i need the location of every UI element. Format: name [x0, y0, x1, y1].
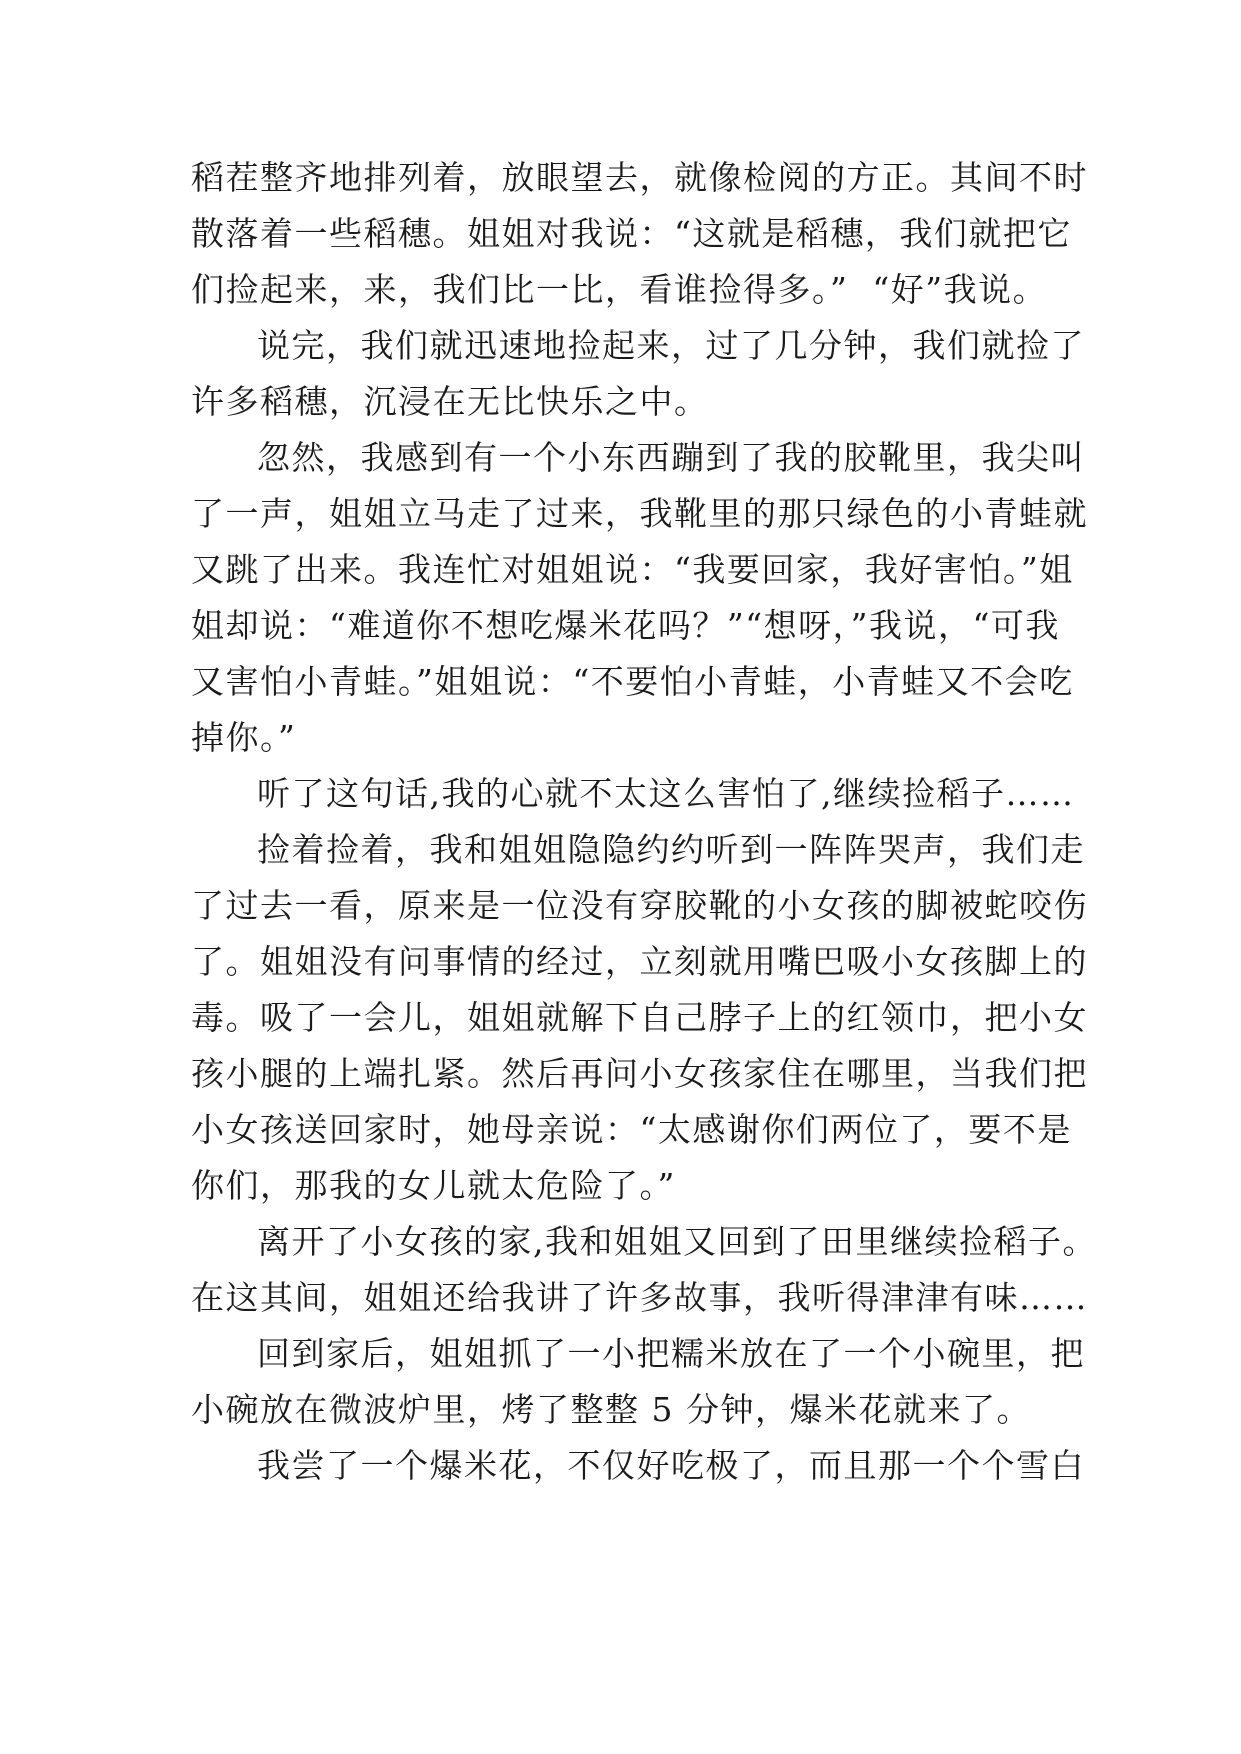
text-line: 许多稻穗，沉浸在无比快乐之中。	[191, 382, 709, 421]
text-line: 忽然，我感到有一个小东西蹦到了我的胶靴里，我尖叫	[257, 438, 1085, 477]
text-line: 了过去一看，原来是一位没有穿胶靴的小女孩的脚被蛇咬伤	[191, 886, 1088, 925]
text-line: 听了这句话,我的心就不太这么害怕了,继续捡稻子……	[257, 774, 1075, 813]
text-line: 又害怕小青蛙。”姐姐说：“不要怕小青蛙，小青蛙又不会吃	[191, 662, 1074, 701]
text-line: 在这其间，姐姐还给我讲了许多故事，我听得津津有味……	[191, 1278, 1088, 1317]
body-text	[191, 150, 1097, 1494]
text-line: 你们，那我的女儿就太危险了。”	[191, 1166, 676, 1205]
text-line: 离开了小女孩的家,我和姐姐又回到了田里继续捡稻子。	[257, 1222, 1097, 1261]
text-line: 姐却说：“难道你不想吃爆米花吗？”“想呀，”我说，“可我	[191, 606, 1060, 645]
text-line: 了。姐姐没有问事情的经过，立刻就用嘴巴吸小女孩脚上的	[191, 942, 1088, 981]
text-line: 小碗放在微波炉里，烤了整整 5 分钟，爆米花就来了。	[191, 1390, 1031, 1429]
text-line: 毒。吸了一会儿，姐姐就解下自己脖子上的红领巾，把小女	[191, 998, 1088, 1037]
text-line: 小女孩送回家时，她母亲说：“太感谢你们两位了，要不是	[191, 1110, 1072, 1149]
text-line: 孩小腿的上端扎紧。然后再问小女孩家住在哪里，当我们把	[191, 1054, 1088, 1093]
text-line: 又跳了出来。我连忙对姐姐说：“我要回家，我好害怕。”姐	[191, 550, 1074, 589]
text-line: 散落着一些稻穗。姐姐对我说：“这就是稻穗，我们就把它	[191, 214, 1072, 253]
text-line: 我尝了一个爆米花，不仅好吃极了，而且那一个个雪白	[257, 1446, 1085, 1485]
text-line: 掉你。”	[191, 718, 297, 757]
text-line: 了一声，姐姐立马走了过来，我靴里的那只绿色的小青蛙就	[191, 494, 1088, 533]
text-line: 说完，我们就迅速地捡起来，过了几分钟，我们就捡了	[257, 326, 1085, 365]
text-line: 回到家后，姐姐抓了一小把糯米放在了一个小碗里，把	[257, 1334, 1085, 1373]
text-line: 稻茬整齐地排列着，放眼望去，就像检阅的方正。其间不时	[191, 158, 1088, 197]
text-line: 捡着捡着，我和姐姐隐隐约约听到一阵阵哭声，我们走	[257, 830, 1085, 869]
text-line: 们捡起来，来，我们比一比，看谁捡得多。” “好”我说。	[191, 270, 1048, 309]
